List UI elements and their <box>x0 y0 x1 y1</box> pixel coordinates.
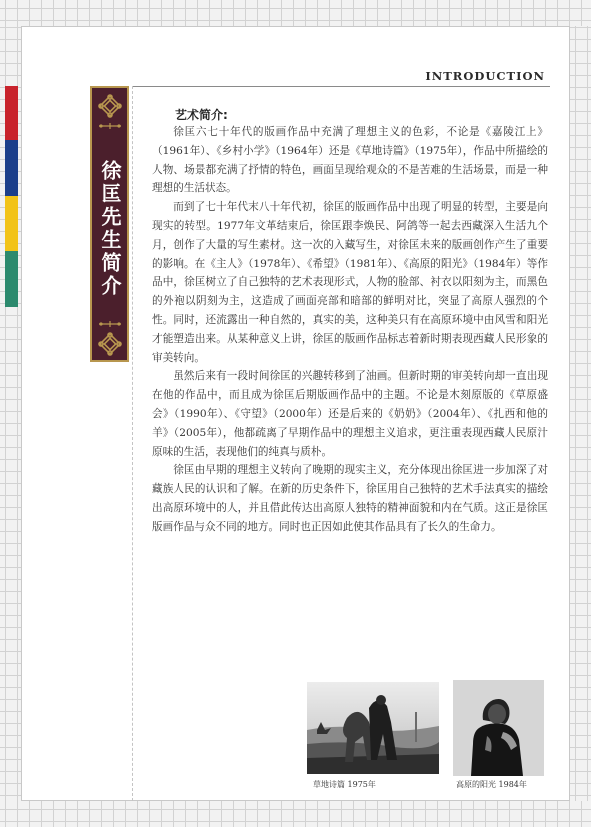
title-panel <box>90 86 129 362</box>
decorative-border-top <box>0 0 591 27</box>
paragraph: 徐匡由早期的理想主义转向了晚期的现实主义，充分体现出徐匡进一步加深了对藏族人民的认识和了解。在新的历史条件下，徐匡用自己独特的艺术手法真实的描绘出高原环境中的人，并且借此传达出高原人独特的精神面貌和内在气质。这正是徐匡版画作品与众不同的地方。同时也正因如此使其作品具有了长久的生命力。 <box>152 464 548 533</box>
figure-caption: 高原的阳光 1984年 <box>456 780 527 789</box>
paragraph: 徐匡六七十年代的版画作品中充满了理想主义的色彩，不论是《嘉陵江上》（1961年）、《乡村小学》（1964年）还是《草地诗篇》（1975年），作品中所描绘的人物、场景都充满了抒情的特色，画面呈现给观众的不是苦难的生活场景，而是一种理想的生活状态。 <box>152 126 548 195</box>
decorative-border-right <box>569 26 591 801</box>
section-label: INTRODUCTION <box>425 69 545 83</box>
paragraph: 而到了七十年代末八十年代初，徐匡的版画作品中出现了明显的转型，主要是向现实的转型。1977年文革结束后，徐匡跟李焕民、阿鸽等一起去西藏深入生活九个月，创作了大量的写生素材。这一次的入藏写生，对徐匡未来的版画创作产生了重要的影响。在《主人》（1978年）、《希望》（1981年）、《高原的阳光》（1984年）等作品中，徐匡树立了自己独特的艺术表现形式，人物的脸部、衬衣以阳刻为主，而黑色的外袍以阴刻为主，这造成了画面亮部和暗部的鲜明对比，突显了高原人强烈的个性。同时，还流露出一种自然的，真实的美，这种美只有在高原环境中由风雪和阳光才能塑造出来。从某种意义上讲，徐匡的版画作品标志着新时期表现西藏人民形象的审美转向。 <box>152 201 548 364</box>
header-rule <box>133 86 550 87</box>
artwork-image-grassland <box>307 682 439 774</box>
paragraph: 虽然后来有一段时间徐匡的兴趣转移到了油画。但新时期的审美转向却一直出现在他的作品中，而且成为徐匡后期版画作品中的主题。不论是木刻原版的《草原盛会》（1990年）、《守望》（2000年）还是后来的《奶奶》（2004年）、《扎西和他的羊》（2005年），他都疏离了早期作品中的理想主义追求，更注重表现西藏人民原汁原味的生活，表现他们的纯真与质朴。 <box>152 370 548 458</box>
decorative-border-bottom <box>0 800 591 827</box>
ornament-divider-top <box>97 122 123 130</box>
color-stripe-green <box>5 251 18 307</box>
color-stripe-blue <box>5 140 18 196</box>
artwork-image-portrait <box>453 680 544 776</box>
endless-knot-icon <box>98 94 122 118</box>
ornament-divider-bottom <box>97 320 123 328</box>
endless-knot-icon <box>98 332 122 356</box>
margin-rule <box>132 86 134 801</box>
sidebar-title: 徐匡先生简介 <box>98 160 122 298</box>
color-stripe-yellow <box>5 196 18 251</box>
figure-caption: 草地诗篇 1975年 <box>313 780 376 789</box>
color-stripe-red <box>5 86 18 140</box>
article-body <box>152 123 548 537</box>
article-heading: 艺术简介: <box>175 108 228 122</box>
